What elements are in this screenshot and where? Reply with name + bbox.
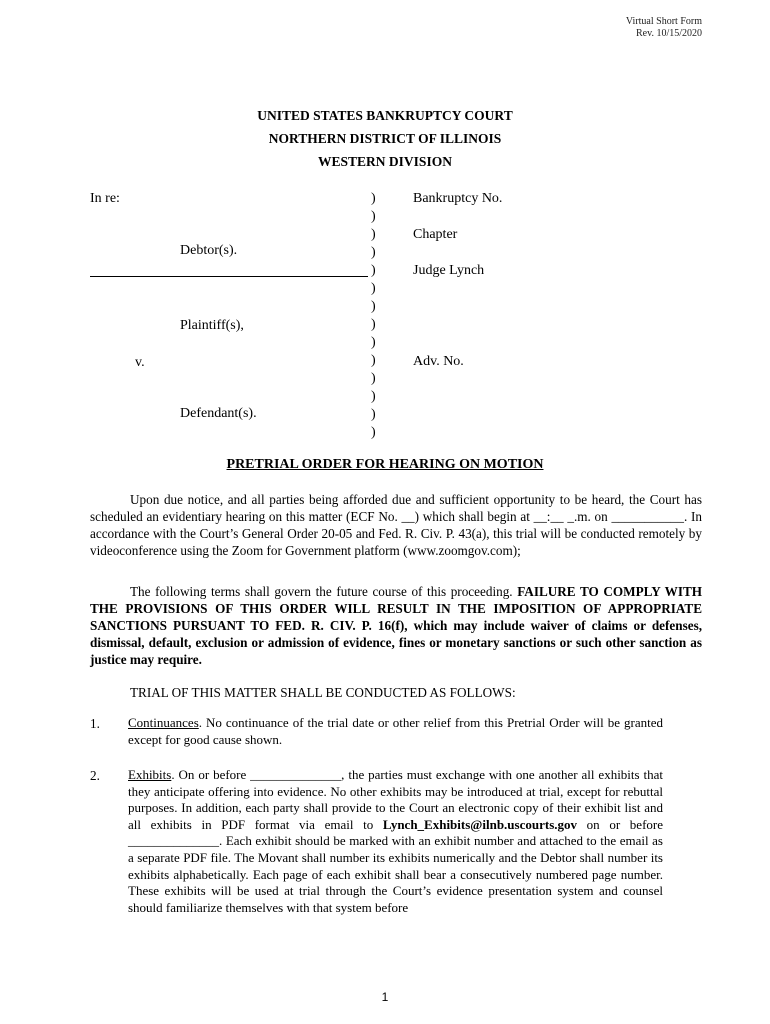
caption-signature-line — [90, 276, 368, 277]
item-number: 2. — [90, 768, 100, 783]
caption-paren: ) — [371, 389, 376, 404]
caption-paren: ) — [371, 425, 376, 440]
caption-paren: ) — [371, 299, 376, 314]
caption-paren: ) — [371, 245, 376, 260]
continuances-item: Continuances. No continuance of the trial date or other relief from this Pretrial Order will be granted except for good cause shown. — [128, 715, 664, 747]
caption-paren: ) — [371, 335, 376, 350]
order-title: PRETRIAL ORDER FOR HEARING ON MOTION — [226, 457, 544, 472]
caption-paren: ) — [371, 317, 376, 332]
adv-no-label: Adv. No. — [413, 354, 464, 369]
sanctions-paragraph — [90, 583, 702, 668]
versus-label: v. — [135, 355, 145, 370]
caption-paren: ) — [371, 191, 376, 206]
item-text-continued: on or before ______________. Each exhibit should be marked with an exhibit number and attached to the email as a separate PDF file. The Movant shall number its exhibits numerically and the Debtor shall number its exhibits alphabetically. Each page of each exhibit shall bear a consecutively numbered page number. These exhibits will be used at trial through the Court’s evidence presentation system and counsel should familiarize themselves with that system before — [128, 816, 664, 915]
item-heading: Continuances — [128, 715, 199, 730]
defendants-label: Defendant(s). — [180, 406, 257, 421]
caption-paren: ) — [371, 281, 376, 296]
caption-paren: ) — [371, 371, 376, 386]
item-heading: Exhibits — [128, 767, 172, 782]
sanctions-warning-text: FAILURE TO COMPLY WITH THE PROVISIONS OF THIS ORDER WILL RESULT IN THE IMPOSITION OF APPROPRIATE SANCTIONS PURSUANT TO FED. R. CIV. P. 16(f), which may include waiver of claims or defenses, dismissal, default, exclusion or admission of evidence, fines or monetary sanctions or such other sanction as justice may require. — [90, 584, 703, 667]
form-name: Virtual Short Form — [625, 16, 702, 27]
trial-heading: TRIAL OF THIS MATTER SHALL BE CONDUCTED AS FOLLOWS: — [130, 685, 516, 700]
caption-paren: ) — [371, 263, 376, 278]
bankruptcy-no-label: Bankruptcy No. — [413, 191, 503, 206]
item-number: 1. — [90, 716, 100, 731]
court-district: NORTHERN DISTRICT OF ILLINOIS — [268, 131, 502, 146]
judge-label: Judge Lynch — [413, 263, 485, 278]
caption-paren: ) — [371, 353, 376, 368]
notice-paragraph: Upon due notice, and all parties being afforded due and sufficient opportunity to be heard, the Court has scheduled an evidentiary hearing on this matter (ECF No. __) which shall begin at __:__ _.m. on ___________. In accordance with the Court’s General Order 20-05 and Fed. R. Civ. P. 43(a), this trial will be conducted remotely by videoconference using the Zoom for Government platform (www.zoomgov.com); — [90, 492, 702, 558]
sanctions-intro-text: The following terms shall govern the future course of this proceeding. — [130, 584, 513, 599]
exhibits-item: Exhibits. On or before ______________, the parties must exchange with one another all exhibits that they anticipate offering into evidence. No other exhibits may be introduced at trial, except for rebuttal purposes. In addition, each party shall provide to the Court an electronic copy of their exhibit list and all exhibits in PDF format via email to Lynch_Exhibits@ilnb.uscourts.gov on or before ______________. Each exhibit should be marked with an exhibit number and attached to the email as a separate PDF file. The Movant shall number its exhibits numerically and the Debtor shall number its exhibits alphabetically. Each page of each exhibit shall bear a consecutively numbered page number. These exhibits will be used at trial through the Court’s evidence presentation system and counsel should familiarize themselves with that system before — [128, 767, 664, 915]
court-division: WESTERN DIVISION — [318, 154, 452, 169]
page-number: 1 — [381, 990, 389, 1004]
form-revision: Rev. 10/15/2020 — [635, 28, 702, 39]
exhibits-email-link[interactable]: Lynch_Exhibits@ilnb.uscourts.gov — [382, 816, 578, 832]
item-text: On or before ______________, the parties must exchange with one another all exhibits that they anticipate offering into evidence. No other exhibits may be introduced at trial, except for rebuttal purposes. In addition, each party shall provide to the Court an electronic copy of their exhibit list and all exhibits in PDF format via email to — [128, 767, 664, 832]
item-text: No continuance of the trial date or other relief from this Pretrial Order will be granted except for good cause shown. — [128, 715, 664, 747]
form-header — [626, 16, 702, 40]
court-name: UNITED STATES BANKRUPTCY COURT — [257, 108, 513, 123]
in-re-label: In re: — [90, 191, 120, 206]
caption-paren: ) — [371, 227, 376, 242]
plaintiffs-label: Plaintiff(s), — [180, 318, 244, 333]
caption-paren: ) — [371, 209, 376, 224]
caption-paren: ) — [371, 407, 376, 422]
chapter-label: Chapter — [413, 227, 458, 242]
debtors-label: Debtor(s). — [180, 243, 238, 258]
